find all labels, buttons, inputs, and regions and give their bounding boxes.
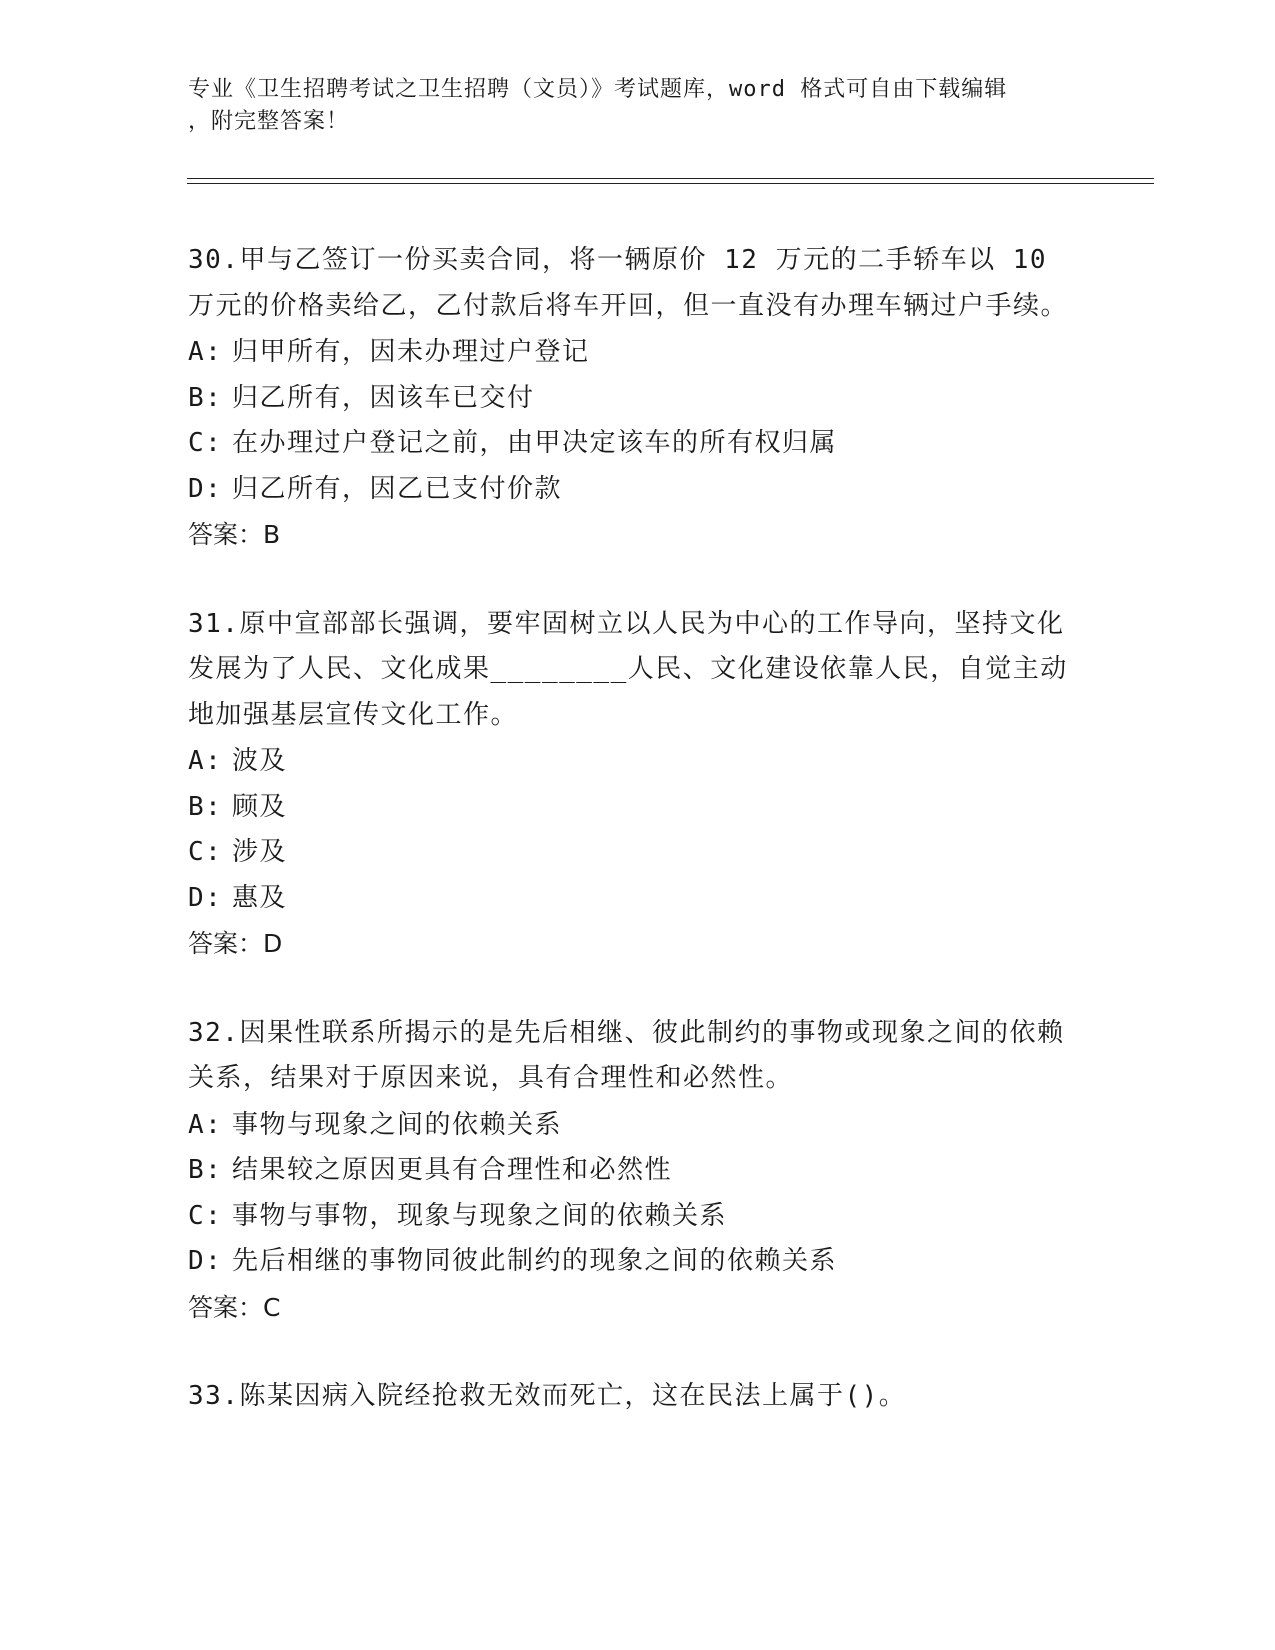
option-letter: D: xyxy=(188,882,223,913)
header-line-2: ，附完整答案！ xyxy=(188,109,350,134)
option-letter: B: xyxy=(188,382,223,413)
option-b xyxy=(188,785,1078,831)
option-a xyxy=(188,1103,1078,1149)
question-30 xyxy=(188,238,1078,558)
answer: 答案：C xyxy=(188,1292,281,1322)
option-text: 涉及 xyxy=(232,837,288,867)
question-31 xyxy=(188,602,1078,967)
answer: 答案：B xyxy=(188,520,281,549)
question-list xyxy=(188,238,1078,1464)
question-33 xyxy=(188,1374,1078,1420)
option-letter: C: xyxy=(188,1200,223,1231)
document-header xyxy=(188,74,1088,138)
option-d xyxy=(188,467,1078,513)
answer: 答案：D xyxy=(188,929,283,958)
option-b xyxy=(188,1148,1078,1194)
question-text: 30.甲与乙签订一份买卖合同，将一辆原价 12 万元的二手轿车以 10 万元的价格卖给乙，乙付款后将车开回，但一直没有办理车辆过户手续。 xyxy=(188,245,1069,321)
option-letter: D: xyxy=(188,1246,223,1276)
option-c xyxy=(188,1194,1078,1240)
option-d xyxy=(188,1239,1078,1285)
question-text: 31.原中宣部部长强调，要牢固树立以人民为中心的工作导向，坚持文化发展为了人民、文化成果________人民、文化建设依靠人民，自觉主动地加强基层宣传文化工作。 xyxy=(188,608,1068,730)
option-letter: B: xyxy=(188,1155,223,1185)
option-letter: B: xyxy=(188,791,223,822)
option-a xyxy=(188,330,1078,376)
option-text: 归甲所有，因未办理过户登记 xyxy=(232,337,590,367)
header-line-1: 专业《卫生招聘考试之卫生招聘（文员）》考试题库，word 格式可自由下载编辑 xyxy=(188,77,1008,102)
option-a xyxy=(188,739,1078,785)
option-text: 结果较之原因更具有合理性和必然性 xyxy=(232,1155,673,1185)
option-text: 在办理过户登记之前，由甲决定该车的所有权归属 xyxy=(232,428,838,458)
option-letter: A: xyxy=(188,1109,223,1140)
question-text: 33.陈某因病入院经抢救无效而死亡，这在民法上属于()。 xyxy=(188,1381,907,1411)
option-c xyxy=(188,421,1078,467)
question-text: 32.因果性联系所揭示的是先后相继、彼此制约的事物或现象之间的依赖关系，结果对于原因来说，具有合理性和必然性。 xyxy=(188,1017,1065,1093)
option-c xyxy=(188,830,1078,876)
option-letter: A: xyxy=(188,746,223,776)
option-letter: D: xyxy=(188,473,223,504)
header-divider-top xyxy=(187,178,1154,179)
option-letter: C: xyxy=(188,837,223,867)
option-text: 惠及 xyxy=(232,882,288,913)
option-b xyxy=(188,376,1078,422)
option-text: 先后相继的事物同彼此制约的现象之间的依赖关系 xyxy=(232,1246,838,1276)
header-divider-bottom xyxy=(187,183,1154,184)
option-text: 归乙所有，因乙已支付价款 xyxy=(232,473,563,504)
option-d xyxy=(188,876,1078,922)
option-text: 顾及 xyxy=(232,791,288,822)
option-text: 事物与现象之间的依赖关系 xyxy=(232,1109,563,1140)
option-text: 事物与事物，现象与现象之间的依赖关系 xyxy=(232,1200,728,1231)
option-letter: C: xyxy=(188,428,223,458)
option-text: 波及 xyxy=(232,746,288,776)
option-text: 归乙所有，因该车已交付 xyxy=(232,382,535,413)
option-letter: A: xyxy=(188,337,223,367)
question-32 xyxy=(188,1011,1078,1331)
